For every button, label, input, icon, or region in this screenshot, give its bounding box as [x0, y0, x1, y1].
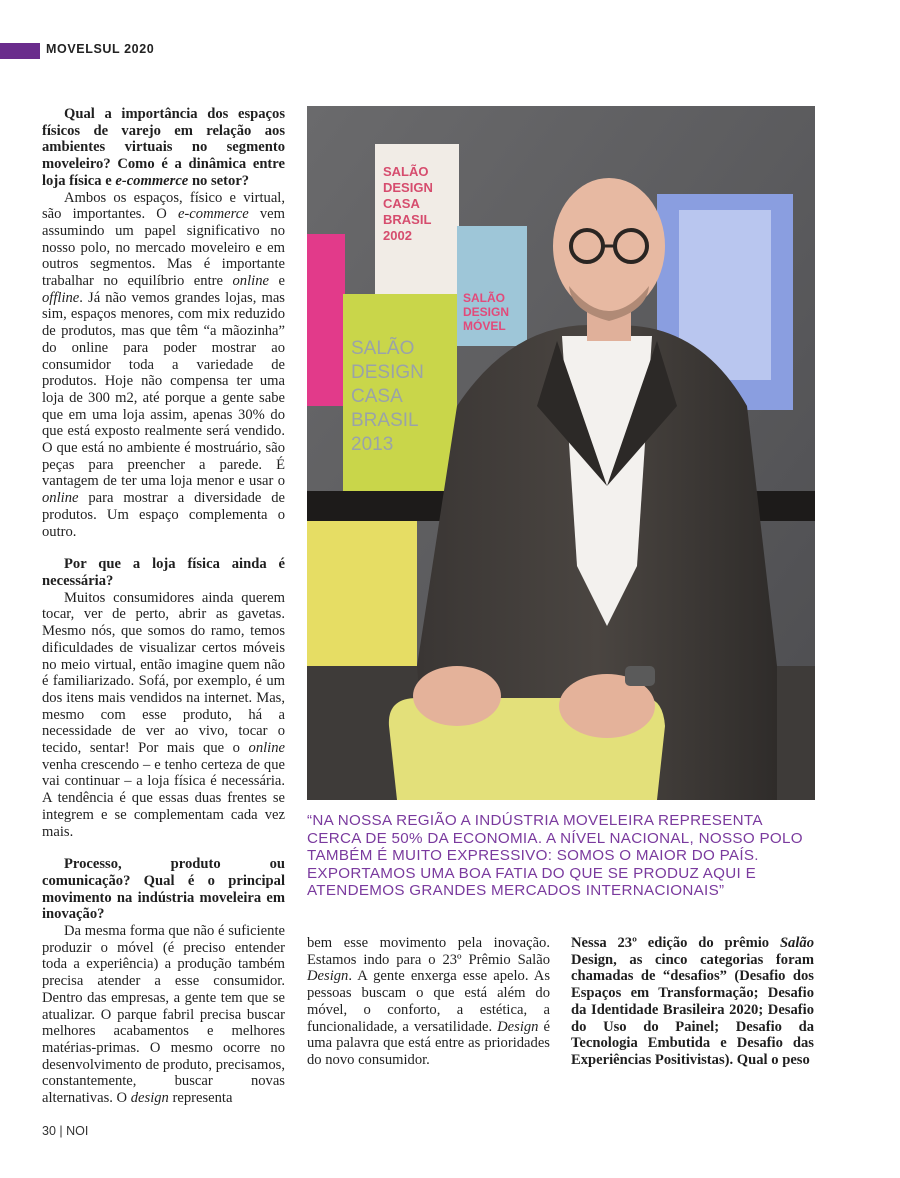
text-run: online — [232, 273, 269, 290]
text-run: e-commerce — [115, 172, 189, 189]
question-paragraph — [571, 935, 814, 1069]
text-run: para mostrar a diversidade de produtos. Um espaço complementa o outro. — [42, 490, 285, 540]
text-run: Por que a loja física ainda é necessária? — [42, 556, 285, 589]
answer-paragraph — [42, 923, 285, 1107]
text-run: e — [268, 273, 285, 290]
poster-2002-line-3: CASA — [383, 196, 420, 211]
text-run: Ambos os espaços, físico e virtual, são importantes. O — [42, 189, 285, 223]
text-run: . Já não vemos grandes lojas, mas sim, espaços menores, com mix reduzido de produtos, mas que têm “a mãozinha” do online para poder mostrar ao consumidor toda a variedade de produtos. Hoje não compensa ter uma loja de 300 m2, até porque a gente sabe que em uma loja assim, apenas 30% do que está exposto realmente será vendido. O que está no ambiente é mostruário, são peças para preencher a parede. É vantagem de ter uma loja menor e usar o — [42, 289, 285, 490]
header-accent-bar — [0, 43, 40, 59]
text-run: offline — [42, 289, 80, 306]
text-run: Qual a importância dos espaços físicos de varejo em relação aos ambientes virtuais no segmento moveleiro? Como é a dinâmica entre loja física e — [42, 106, 285, 189]
poster-2002-line-1: SALÃO — [383, 164, 429, 179]
portrait-photo — [307, 106, 815, 800]
poster-2013-line-5: 2013 — [351, 434, 394, 455]
poster-2013-line-2: DESIGN — [351, 362, 424, 383]
text-run: bem esse movimento pela inovação. Estamos indo para o 23º Prêmio Salão — [307, 935, 550, 968]
text-run: é uma palavra que está entre as prioridades do novo consumidor. — [307, 1018, 550, 1068]
text-run: vem assumindo um papel significativo no nosso polo, no mercado moveleiro e em outros segmentos. Mas é importante trabalhar no equilíbrio entre — [42, 206, 285, 290]
text-run: e-commerce — [177, 206, 249, 223]
text-run: online — [42, 490, 79, 507]
text-run: Design — [307, 968, 349, 985]
poster-2002-line-2: DESIGN — [383, 180, 433, 195]
question-paragraph — [42, 856, 285, 923]
pull-quote: “NA NOSSA REGIÃO A INDÚSTRIA MOVELEIRA REPRESENTA CERCA DE 50% DA ECONOMIA. A NÍVEL NACIONAL, NOSSO POLO TAMBÉM É MUITO EXPRESSIVO: SOMOS O MAIOR DO PAÍS. EXPORTAMOS UMA BOA FATIA DO QUE SE PRODUZ AQUI E ATENDEMOS GRANDES MERCADOS INTERNACIONAIS” — [307, 812, 803, 900]
text-run: Da mesma forma que não é suficiente produzir o móvel (é preciso entender toda a experiência) a produção também precisa atender a esse consumidor. Dentro das empresas, a gente tem que se atualizar. O parque fabril precisa buscar melhores acabamentos e melhores matérias-primas. O mesmo ocorre no desenvolvimento de produto, precisamos, constantemente, buscar novas alternativas. O — [42, 923, 285, 1107]
text-run: no setor? — [188, 172, 250, 189]
question-paragraph — [42, 556, 285, 589]
question-paragraph — [42, 106, 285, 190]
left-hand — [413, 666, 501, 726]
text-run: online — [248, 740, 285, 757]
text-run: venha crescendo – e tenho certeza de que vai continuar – a loja física é necessária. A tendência é que essas duas frentes se integrem e se complementam cada vez mais. — [42, 756, 285, 840]
poster-movel — [457, 226, 527, 346]
poster-2013 — [343, 294, 457, 494]
text-run: representa — [168, 1090, 233, 1107]
header-title: MOVELSUL 2020 — [46, 42, 155, 56]
poster-2002-line-5: 2002 — [383, 228, 412, 243]
answer-paragraph — [307, 935, 550, 1069]
text-run: Processo, produto ou comunicação? Qual é o principal movimento na indústria moveleira em inovação? — [42, 856, 285, 923]
poster-2013-line-1: SALÃO — [351, 338, 415, 359]
poster-2002-line-4: BRASIL — [383, 212, 432, 227]
text-run: . A gente enxerga esse apelo. As pessoas buscam o que está além do móvel, o conforto, a estética, a funcionalidade, a versatilidade. — [307, 968, 550, 1035]
poster-2013-line-3: CASA — [351, 386, 403, 407]
poster-movel-line-1: SALÃO — [463, 291, 505, 305]
poster-movel-line-2: DESIGN — [463, 305, 510, 319]
poster-movel-line-3: MÓVEL — [463, 319, 506, 333]
text-run: design — [130, 1090, 169, 1107]
poster-2013-line-4: BRASIL — [351, 410, 419, 431]
answer-paragraph — [42, 190, 285, 541]
answer-paragraph — [42, 590, 285, 841]
text-run: Design, as cinco categorias foram chamadas de “desafios” (Desafio dos Espaços em Transformação; Desafio da Identidade Brasileira 2020; Desafio do Uso do Painel; Desafio da Tecnologia Embutida e Desafio das Experiências Positivistas). Qual o peso — [571, 951, 814, 1068]
portrait-illustration — [307, 106, 815, 800]
text-run: Salão — [779, 935, 814, 951]
article-column-1 — [42, 106, 285, 1107]
article-column-2 — [307, 935, 550, 1069]
poster-pink — [307, 234, 345, 406]
page-footer: 30 | NOI — [42, 1124, 89, 1138]
poster-2002 — [375, 144, 459, 294]
text-run: Design — [497, 1018, 539, 1035]
text-run: Nessa 23º edição do prêmio — [571, 935, 780, 951]
wristwatch — [625, 666, 655, 686]
article-column-3 — [571, 935, 814, 1069]
text-run: Muitos consumidores ainda querem tocar, ver de perto, abrir as gavetas. Mesmo nós, que somos do ramo, temos dificuldades de visualizar certos móveis no meio virtual, então imagine quem não é familiarizado. Sofá, por exemplo, é um dos itens mais vendidos na internet. Mas, mesmo com esse produto, há a necessidade de ver ao vivo, tocar o tecido, sentar! Por mais que o — [42, 589, 285, 757]
